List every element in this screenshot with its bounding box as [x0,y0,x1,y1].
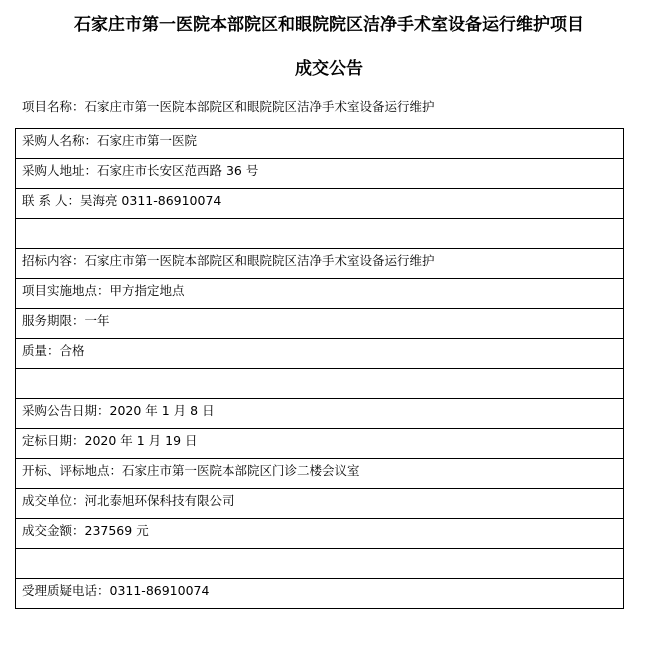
table-row [16,339,624,369]
table-row [16,159,624,189]
award-date-cell: 定标日期：2020 年 1 月 19 日 [16,429,624,459]
table-row [16,489,624,519]
table-row [16,459,624,489]
bid-opening-location-cell: 开标、评标地点：石家庄市第一医院本部院区门诊二楼会议室 [16,459,624,489]
implementation-location-cell: 项目实施地点：甲方指定地点 [16,279,624,309]
table-row [16,279,624,309]
service-period-cell: 服务期限：一年 [16,309,624,339]
table-row [16,129,624,159]
contact-person-cell: 联 系 人：吴海亮 0311-86910074 [16,189,624,219]
announcement-date-cell: 采购公告日期：2020 年 1 月 8 日 [16,399,624,429]
table-row [16,519,624,549]
table-row [16,429,624,459]
purchaser-name-cell: 采购人名称：石家庄市第一医院 [16,129,624,159]
complaint-phone-cell: 受理质疑电话：0311-86910074 [16,579,624,609]
table-row [16,219,624,249]
table-row [16,309,624,339]
empty-cell [16,219,624,249]
table-row [16,579,624,609]
table-row [16,549,624,579]
tender-content-cell: 招标内容：石家庄市第一医院本部院区和眼院院区洁净手术室设备运行维护 [16,249,624,279]
quality-cell: 质量：合格 [16,339,624,369]
contract-amount-cell: 成交金额：237569 元 [16,519,624,549]
document-title: 石家庄市第一医院本部院区和眼院院区洁净手术室设备运行维护项目 [74,15,584,35]
winning-company-cell: 成交单位：河北泰旭环保科技有限公司 [16,489,624,519]
table-row [16,249,624,279]
table-row [16,399,624,429]
purchaser-address-cell: 采购人地址：石家庄市长安区范西路 36 号 [16,159,624,189]
table-row [16,369,624,399]
empty-cell [16,369,624,399]
empty-cell [16,549,624,579]
document-subtitle: 成交公告 [295,59,363,79]
project-name-text: 项目名称：石家庄市第一医院本部院区和眼院院区洁净手术室设备运行维护 [22,99,435,114]
announcement-table [15,128,624,609]
table-row [16,189,624,219]
